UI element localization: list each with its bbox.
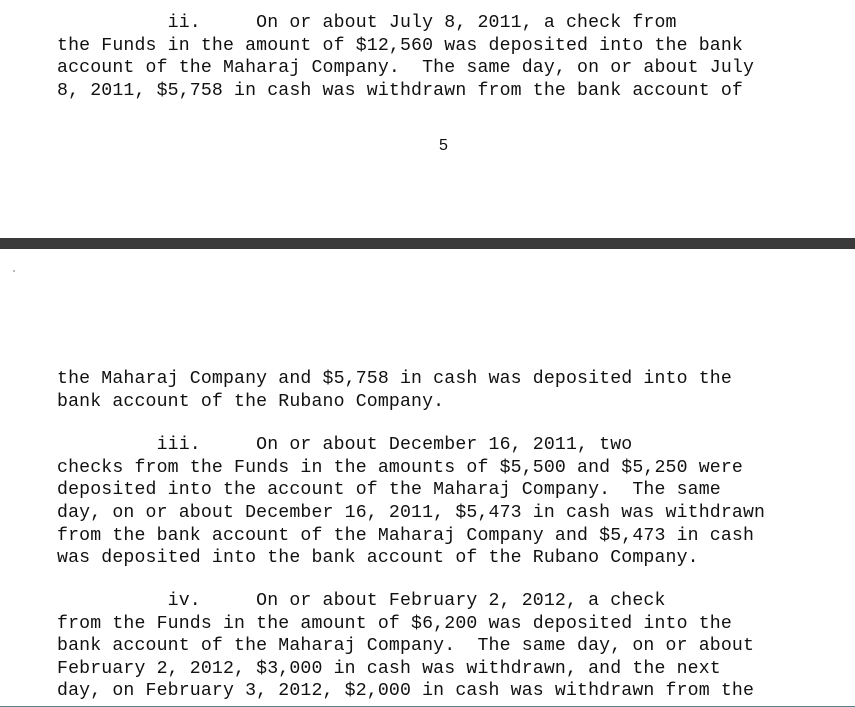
text-line: iii. On or about December 16, 2011, two (57, 435, 633, 455)
text-line: iv. On or about February 2, 2012, a check (57, 591, 666, 611)
text-line: deposited into the account of the Maharaj Company. The same (57, 480, 721, 500)
text-line: bank account of the Maharaj Company. The same day, on or about (57, 636, 755, 656)
text-line: February 2, 2012, $3,000 in cash was withdrawn, and the next (57, 659, 721, 679)
text-line: account of the Maharaj Company. The same day, on or about July (57, 58, 755, 78)
text-line: the Funds in the amount of $12,560 was deposited into the bank (57, 36, 743, 56)
text-line: 8, 2011, $5,758 in cash was withdrawn from the bank account of (57, 81, 743, 101)
scan-speck (13, 270, 15, 272)
text-line: bank account of the Rubano Company. (57, 392, 445, 412)
text-line: was deposited into the bank account of the Rubano Company. (57, 548, 699, 568)
document-page-bottom (0, 249, 855, 707)
text-line: checks from the Funds in the amounts of $5,500 and $5,250 were (57, 458, 743, 478)
text-line: from the Funds in the amount of $6,200 was deposited into the (57, 614, 732, 634)
text-line: from the bank account of the Maharaj Company and $5,473 in cash (57, 526, 755, 546)
text-line: day, on or about December 16, 2011, $5,473 in cash was withdrawn (57, 503, 766, 523)
page-separator (0, 238, 855, 249)
text-line: day, on February 3, 2012, $2,000 in cash was withdrawn from the (57, 681, 755, 701)
text-line: the Maharaj Company and $5,758 in cash was deposited into the (57, 369, 732, 389)
page-number: 5 (439, 137, 448, 154)
document-page-top (0, 0, 855, 238)
text-line: ii. On or about July 8, 2011, a check from (57, 13, 677, 33)
